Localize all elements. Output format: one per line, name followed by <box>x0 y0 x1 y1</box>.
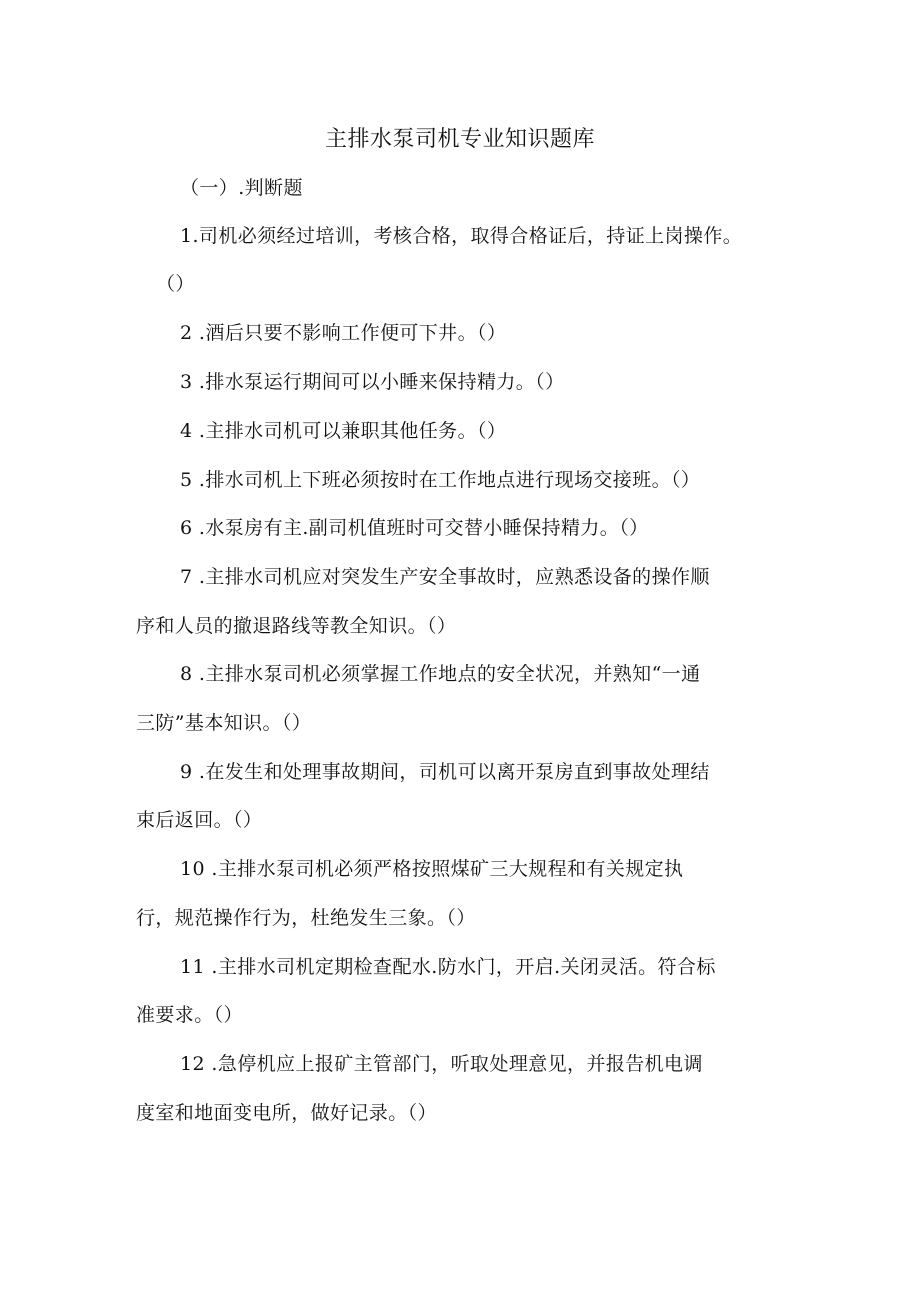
question-4: 4 .主排水司机可以兼职其他任务。（） <box>180 420 507 442</box>
question-8-line-2: 三防”基本知识。（） <box>136 712 312 734</box>
question-2: 2 .酒后只要不影响工作便可下井。（） <box>180 322 507 344</box>
question-8-line-1: 8 .主排水泵司机必须掌握工作地点的安全状况，并熟知“一通 <box>180 663 701 685</box>
question-12-line-2: 度室和地面变电所，做好记录。（） <box>136 1102 437 1124</box>
section-heading: （一）.判断题 <box>180 177 303 199</box>
question-5: 5 .排水司机上下班必须按时在工作地点进行现场交接班。（） <box>180 469 701 491</box>
question-6: 6 .水泵房有主.副司机值班时可交替小睡保持精力。（） <box>180 517 649 539</box>
question-7-line-2: 序和人员的撤退路线等教全知识。（） <box>136 615 457 637</box>
question-7-line-1: 7 .主排水司机应对突发生产安全事故时，应熟悉设备的操作顺 <box>180 566 710 588</box>
question-1-line-2: （） <box>156 273 195 295</box>
question-9-line-1: 9 .在发生和处理事故期间，司机可以离开泵房直到事故处理结 <box>180 761 710 783</box>
question-10-line-1: 10 .主排水泵司机必须严格按照煤矿三大规程和有关规定执 <box>180 858 684 880</box>
question-9-line-2: 束后返回。（） <box>136 809 263 831</box>
question-11-line-2: 准要求。（） <box>136 1004 243 1026</box>
question-12-line-1: 12 .急停机应上报矿主管部门，听取处理意见，并报告机电调 <box>180 1053 703 1075</box>
question-11-line-1: 11 .主排水司机定期检查配水.防水门，开启.关闭灵活。符合标 <box>180 956 716 978</box>
question-3: 3 .排水泵运行期间可以小睡来保持精力。（） <box>180 371 565 393</box>
question-10-line-2: 行，规范操作行为，杜绝发生三象。（） <box>136 907 476 929</box>
document-title: 主排水泵司机专业知识题库 <box>324 127 595 152</box>
question-1-line-1: 1.司机必须经过培训，考核合格，取得合格证后，持证上岗操作。 <box>180 225 743 247</box>
